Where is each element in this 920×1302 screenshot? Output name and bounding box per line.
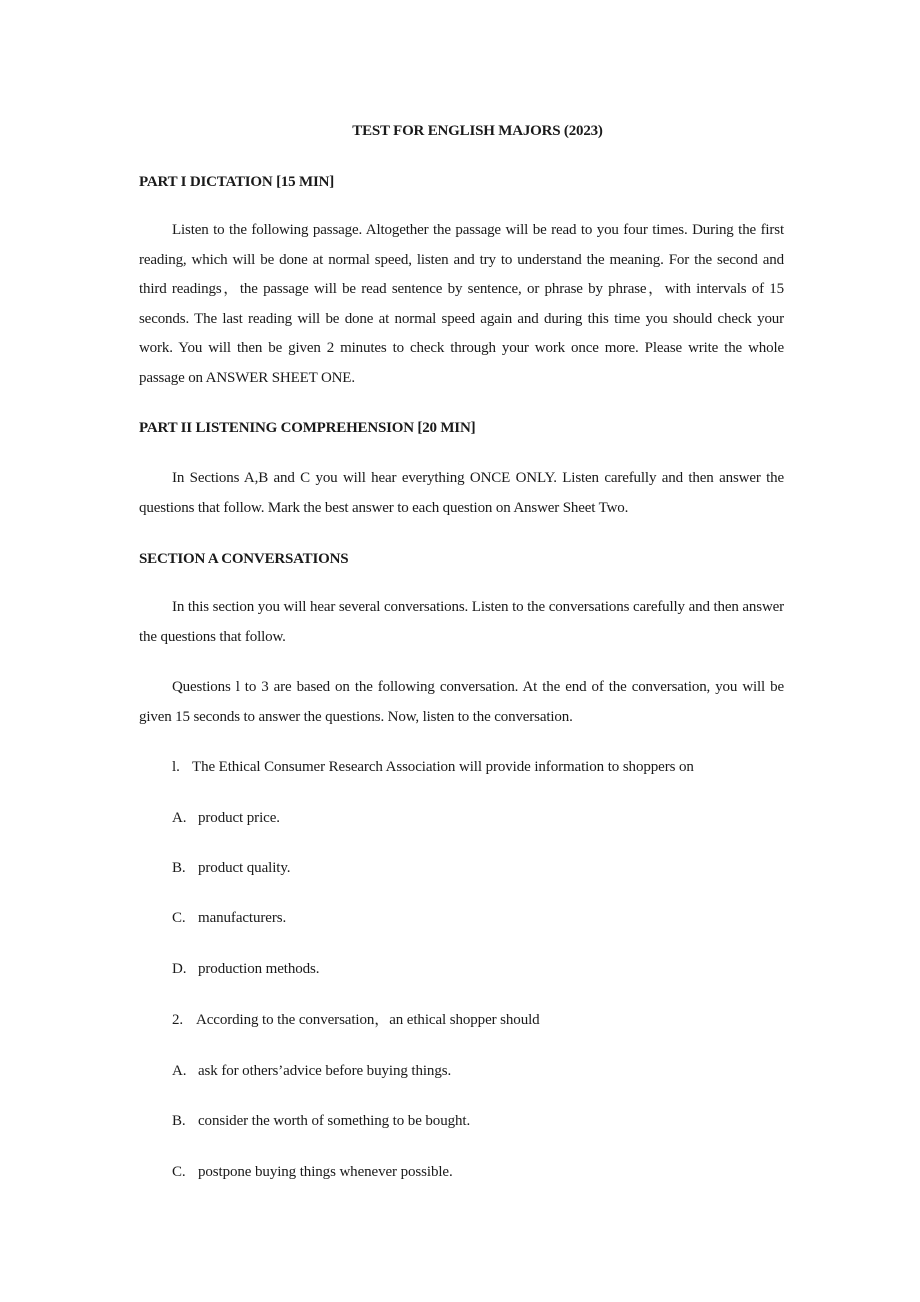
section-a-heading: SECTION A CONVERSATIONS	[139, 551, 349, 567]
option-text: postpone buying things whenever possible.	[198, 1164, 453, 1180]
section-a-instructions: In this section you will hear several conversations. Listen to the conversations carefully and then answer the questions that follow.	[139, 599, 784, 645]
option-letter: B.	[172, 860, 186, 876]
option-text: product quality.	[198, 860, 291, 876]
question-1-stem	[172, 758, 694, 776]
question-2-option-b[interactable]	[172, 1112, 470, 1130]
question-2-stem	[172, 1011, 540, 1029]
part2-heading: PART II LISTENING COMPREHENSION [20 MIN]	[139, 420, 476, 436]
option-text: ask for others’advice before buying things.	[198, 1063, 452, 1079]
question-2-option-c[interactable]	[172, 1163, 453, 1181]
option-letter: D.	[172, 961, 187, 977]
option-text: consider the worth of something to be bought.	[198, 1113, 471, 1129]
document-title: TEST FOR ENGLISH MAJORS (2023)	[352, 123, 603, 139]
question-1-option-a[interactable]	[172, 809, 280, 827]
question-number: l.	[172, 759, 180, 775]
option-letter: C.	[172, 1164, 186, 1180]
option-letter: C.	[172, 910, 186, 926]
option-letter: A.	[172, 810, 187, 826]
question-text: The Ethical Consumer Research Association will provide information to shoppers on	[192, 759, 694, 775]
question-1-option-d[interactable]	[172, 960, 319, 978]
question-2-option-a[interactable]	[172, 1062, 451, 1080]
part1-instructions: Listen to the following passage. Altogether the passage will be read to you four times. During the first reading, which will be done at normal speed, listen and try to understand the meaning. For the second and third readings，the passage will be read sentence by sentence, or phrase by phrase，with intervals of 15 seconds. The last reading will be done at normal speed again and during this time you should check your work. You will then be given 2 minutes to check through your work once more. Please write the whole passage on ANSWER SHEET ONE.	[139, 222, 784, 386]
question-number: 2.	[172, 1012, 184, 1028]
conversation-intro: Questions l to 3 are based on the following conversation. At the end of the conversation, you will be given 15 seconds to answer the questions. Now, listen to the conversation.	[139, 679, 784, 725]
part1-heading: PART I DICTATION [15 MIN]	[139, 174, 335, 190]
option-letter: A.	[172, 1063, 187, 1079]
question-1-option-b[interactable]	[172, 859, 290, 877]
question-1-option-c[interactable]	[172, 909, 286, 927]
option-text: manufacturers.	[198, 910, 287, 926]
option-text: production methods.	[198, 961, 320, 977]
question-text: According to the conversation，an ethical shopper should	[196, 1012, 540, 1028]
option-text: product price.	[198, 810, 280, 826]
part2-instructions: In Sections A,B and C you will hear everything ONCE ONLY. Listen carefully and then answer the questions that follow. Mark the best answer to each question on Answer Sheet Two.	[139, 470, 784, 516]
option-letter: B.	[172, 1113, 186, 1129]
